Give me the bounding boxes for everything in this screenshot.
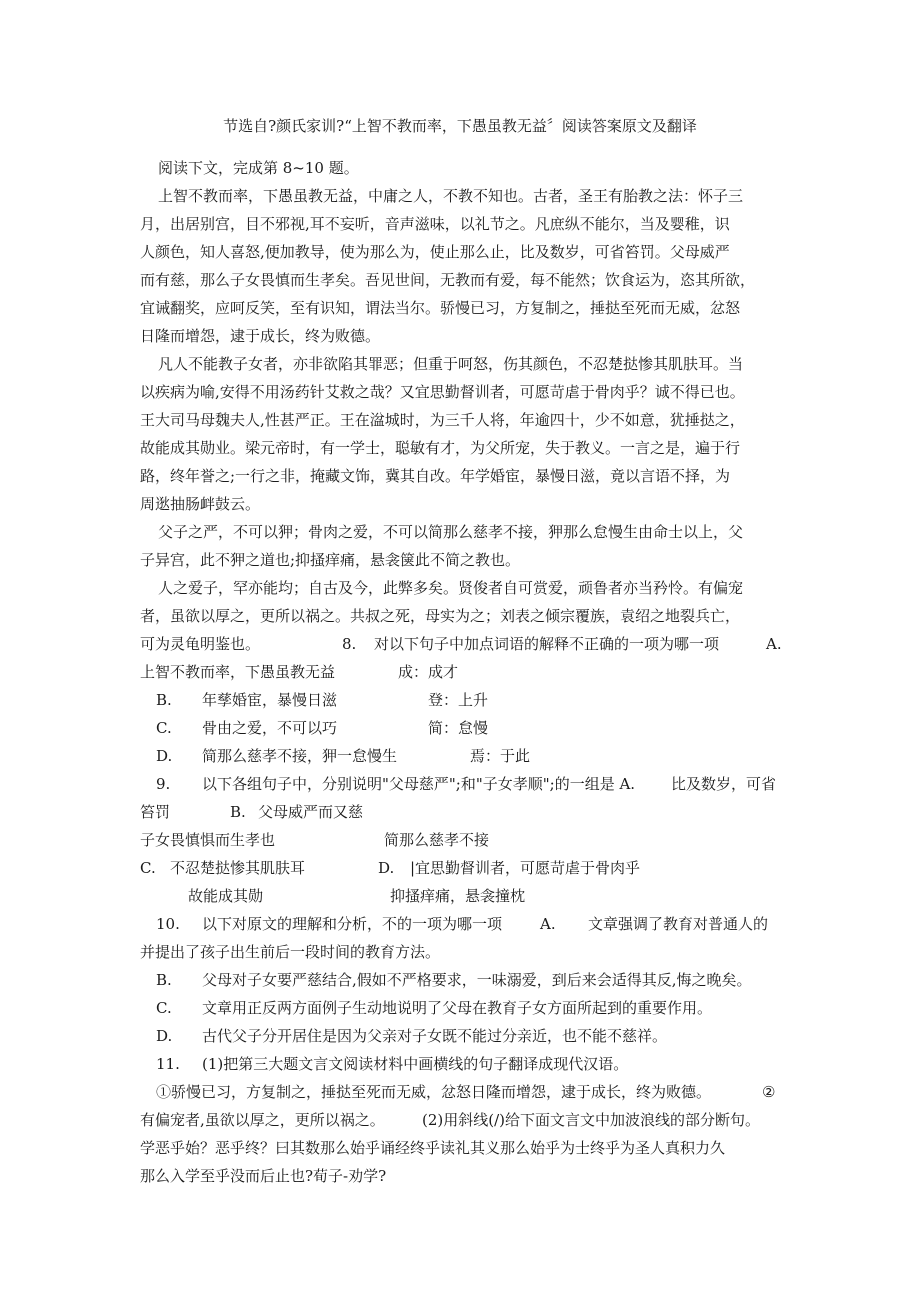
q8-option-a-label: A.	[766, 635, 782, 653]
q11-part2: (2)用斜线(/)给下面文言文中加波浪线的部分断句。	[422, 1111, 761, 1129]
p4-last-line: 可为灵龟明鉴也。	[140, 635, 261, 653]
q9-option-b-text2: 简那么慈孝不接	[384, 831, 490, 849]
q11-number: 11.	[156, 1055, 180, 1073]
p2-line: 周逖抽肠衅鼓云。	[140, 495, 261, 513]
q9-option-d-text1: |宜思勤督训者，可愿苛虐于骨肉乎	[410, 859, 641, 877]
q8-option-b-text: 年孳婚宦，暴慢日滋	[202, 691, 338, 709]
p1-line: 上智不教而率，下愚虽教无益，中庸之人，不教不知也。古者，圣王有胎教之法：怀子三	[158, 187, 744, 205]
q8-option-d-label: D.	[156, 747, 173, 765]
q9-stem: 以下各组句子中，分别说明"父母慈严";和"子女孝顺";的一组是 A.	[202, 775, 636, 793]
q11-part1: (1)把第三大题文言文阅读材料中画横线的句子翻译成现代汉语。	[202, 1055, 629, 1073]
q10-option-b-text: 父母对子女要严慈结合,假如不严格要求，一味溺爱，到后来会适得其反,悔之晚矣。	[202, 971, 752, 989]
q8-option-c-label: C.	[156, 719, 172, 737]
q10-option-c-label: C.	[156, 999, 172, 1017]
q8-option-b-gloss: 登：上升	[428, 691, 489, 709]
q10-option-d-text: 古代父子分开居住是因为父亲对子女既不能过分亲近，也不能不慈祥。	[202, 1027, 668, 1045]
p4-line: 人之爱子，罕亦能均；自古及今，此弊多矣。贤俊者自可赏爱，顽鲁者亦当矜怜。有偏宠	[158, 579, 744, 597]
q8-option-b-label: B.	[156, 691, 172, 709]
q8-option-a-gloss: 成：成才	[398, 663, 459, 681]
p3-line: 父子之严，不可以狎；骨肉之爱，不可以简那么慈孝不接，狎那么怠慢生由命士以上，父	[158, 523, 744, 541]
q9-option-d-text2: 抑搔痒痛，悬衾撞枕	[390, 887, 526, 905]
q8-option-d-gloss: 焉：于此	[470, 747, 531, 765]
q11-item2: 有偏宠者,虽欲以厚之，更所以祸之。	[140, 1111, 385, 1129]
intro-line: 阅读下文，完成第 8~10 题。	[158, 159, 359, 177]
q11-item2-mark: ②	[762, 1083, 776, 1101]
q10-option-d-label: D.	[156, 1027, 173, 1045]
q9-option-c-text1: 不忍楚挞惨其肌肤耳	[170, 859, 306, 877]
q11-item1: ①骄慢已习，方复制之，捶挞至死而无威，忿怒日隆而增怨，逮于成长，终为败德。	[156, 1083, 712, 1101]
q9-option-b-text1: 父母威严而又慈	[258, 803, 364, 821]
q8-option-c-text: 骨由之爱，不可以巧	[202, 719, 338, 737]
q10-option-b-label: B.	[156, 971, 172, 989]
q11-passage-line1: 学恶乎始？恶乎终？曰其数那么始乎诵经终乎读礼其义那么始乎为士终乎为圣人真积力久	[140, 1139, 726, 1157]
q9-option-a-text2: 笞罚	[140, 803, 171, 821]
p2-line: 凡人不能教子女者，亦非欲陷其罪恶；但重于呵怒，伤其颜色，不忍楚挞惨其肌肤耳。当	[158, 355, 744, 373]
q10-option-c-text: 文章用正反两方面例子生动地说明了父母在教育子女方面所起到的重要作用。	[202, 999, 713, 1017]
page-title: 节选自?颜氏家训?“上智不教而率，下愚虽教无益〞阅读答案原文及翻译	[223, 117, 697, 135]
q9-option-b-label: B.	[230, 803, 246, 821]
q9-option-a-text3: 子女畏慎惧而生孝也	[140, 831, 276, 849]
p2-line: 故能成其勋业。梁元帝时，有一学士，聪敏有才，为父所宠，失于教义。一言之是，遍于行	[140, 439, 741, 457]
q10-option-a-label: A.	[540, 915, 556, 933]
p1-line: 而有慈，那么子女畏慎而生孝矣。吾见世间，无教而有爱，每不能然；饮食运为，恣其所欲，	[140, 271, 756, 289]
q11-passage-line2: 那么入学至乎没而后止也?荀子-劝学?	[140, 1167, 387, 1185]
q10-number: 10.	[156, 915, 180, 933]
p3-line: 子异宫，此不狎之道也;抑搔痒痛，悬衾箧此不简之教也。	[140, 551, 521, 569]
q8-option-a-text: 上智不教而率，下愚虽教无益	[140, 663, 336, 681]
q10-option-a-text2: 并提出了孩子出生前后一段时间的教育方法。	[140, 943, 441, 961]
p1-line: 日隆而增怨，逮于成长，终为败德。	[140, 327, 381, 345]
p1-line: 人颜色，知人喜怒,便加教导，使为那么为，使止那么止，比及数岁，可省笞罚。父母威严	[140, 243, 730, 261]
p1-line: 宜诫翻奖，应呵反笑，至有识知，谓法当尔。骄慢已习，方复制之，捶挞至死而无威，忿怒	[140, 299, 741, 317]
q8-option-d-text: 简那么慈孝不接，狎一怠慢生	[202, 747, 398, 765]
q8-stem: 对以下句子中加点词语的解释不正确的一项为哪一项	[374, 635, 720, 653]
p2-line: 王大司马母魏夫人,性甚严正。王在湓城时，为三千人将，年逾四十，少不如意，犹捶挞之，	[140, 411, 745, 429]
q9-option-c-label: C.	[140, 859, 156, 877]
p1-line: 月，出居别宫，目不邪视,耳不妄听，音声滋味，以礼节之。凡庶纵不能尔，当及婴稚，识	[140, 215, 730, 233]
q9-option-a-text1: 比及数岁，可省	[671, 775, 777, 793]
q9-option-c-text2: 故能成其勋	[188, 887, 264, 905]
q10-stem: 以下对原文的理解和分析，不的一项为哪一项	[202, 915, 503, 933]
q9-number: 9.	[156, 775, 171, 793]
p4-line: 者，虽欲以厚之，更所以祸之。共叔之死，母实为之；刘表之倾宗覆族，袁绍之地裂兵亡，	[140, 607, 741, 625]
q8-number: 8.	[342, 635, 357, 653]
p2-line: 以疾病为喻,安得不用汤药针艾救之哉？又宜思勤督训者，可愿苛虐于骨肉乎？诚不得已也。	[140, 383, 745, 401]
q10-option-a-text1: 文章强调了教育对普通人的	[588, 915, 769, 933]
q9-option-d-label: D.	[378, 859, 395, 877]
q8-option-c-gloss: 简：怠慢	[428, 719, 489, 737]
p2-line: 路，终年誉之;一行之非，掩藏文饰，冀其自改。年学婚宦，暴慢日滋，竟以言语不择，为	[140, 467, 731, 485]
